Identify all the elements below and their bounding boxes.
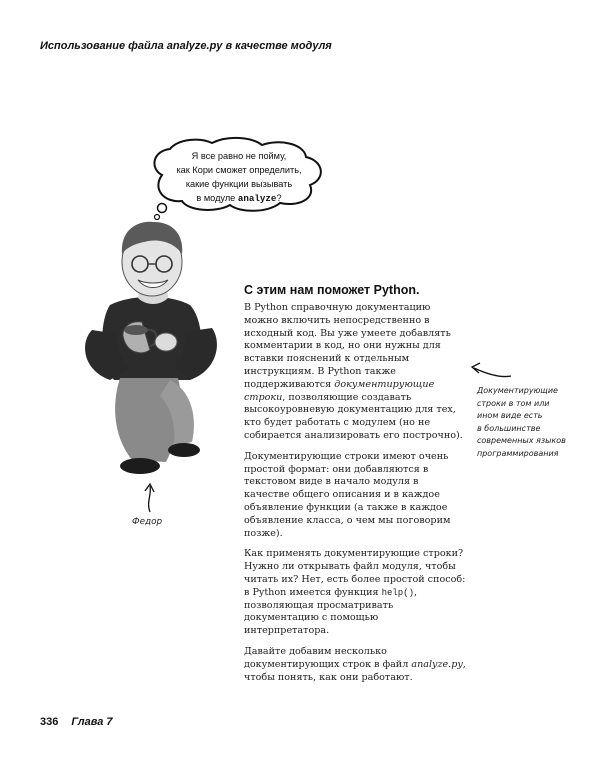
bubble-code: analyze <box>237 193 277 204</box>
margin-note <box>477 385 577 460</box>
page-footer <box>40 716 113 728</box>
paragraph-1-b: , позволяющие создавать высокоуровневую документацию для тех, кто будет работать с модулем (но не собирается анализировать его построчно). <box>244 391 463 441</box>
margin-note-line-1: Документирующие <box>477 386 558 395</box>
margin-note-line-4: в большинстве <box>477 423 541 433</box>
bubble-line-2: как Кори сможет определить, <box>176 165 302 175</box>
paragraph-3 <box>244 548 466 638</box>
paragraph-1-a: В Python справочную документацию можно включить непосредственно в исходный код. Вы уже умеете добавлять комментарии в код, но они нужны для вставки пояснений к отдельным инструкциям. В Python также поддерживаются <box>244 302 451 390</box>
thought-bubble <box>140 135 335 220</box>
section-title: С этим нам поможет Python. <box>244 283 420 297</box>
paragraph-1-emphasis: документирующие строки <box>244 378 435 403</box>
margin-note-line-6: программирования <box>477 448 559 458</box>
paragraph-4-b: , чтобы понять, как они работают. <box>244 658 466 683</box>
paragraph-4-a: Давайте добавим несколько документирующих строк в файл <box>244 645 412 670</box>
paragraph-2: Документирующие строки имеют очень простой формат: они добавляются в текстовом виде в начало модуля в качестве общего описания и в каждое объявление функции (а также в каждое объявление класса, о чем мы поговорим позже). <box>244 450 451 539</box>
bubble-line-1: Я все равно не пойму, <box>191 151 287 161</box>
arrow-icon <box>140 482 160 514</box>
bubble-line-4 <box>170 191 308 206</box>
margin-note-line-3: ином виде есть <box>477 411 543 420</box>
paragraph-1 <box>244 302 466 443</box>
inline-code: help() <box>381 587 414 598</box>
arrow-left-icon <box>469 360 513 380</box>
body-text <box>244 302 466 692</box>
chapter-label: Глава 7 <box>71 716 113 728</box>
bubble-line-4-suffix: ? <box>276 193 282 203</box>
person-illustration <box>70 210 230 480</box>
paragraph-4 <box>244 646 466 684</box>
bubble-line-3: какие функции вызывать <box>185 179 293 189</box>
margin-note-line-5: современных языков <box>477 436 566 445</box>
page-number: 336 <box>40 716 59 728</box>
paragraph-3-b: , позволяющая просматривать документацию с помощью интерпретатора. <box>244 586 418 637</box>
running-header: Использование файла analyze.py в качестве модуля <box>40 40 332 52</box>
margin-note-line-2: строки в том или <box>477 398 550 408</box>
bubble-line-4-prefix: в модуле <box>196 193 238 203</box>
person-caption: Федор <box>132 517 163 527</box>
paragraph-4-emphasis: analyze.py <box>411 658 463 670</box>
paragraph-3-a: Как применять документирующие строки? Нужно ли открывать файл модуля, чтобы читать их? Нет, есть более простой способ: в Python имеется функция <box>244 548 466 598</box>
